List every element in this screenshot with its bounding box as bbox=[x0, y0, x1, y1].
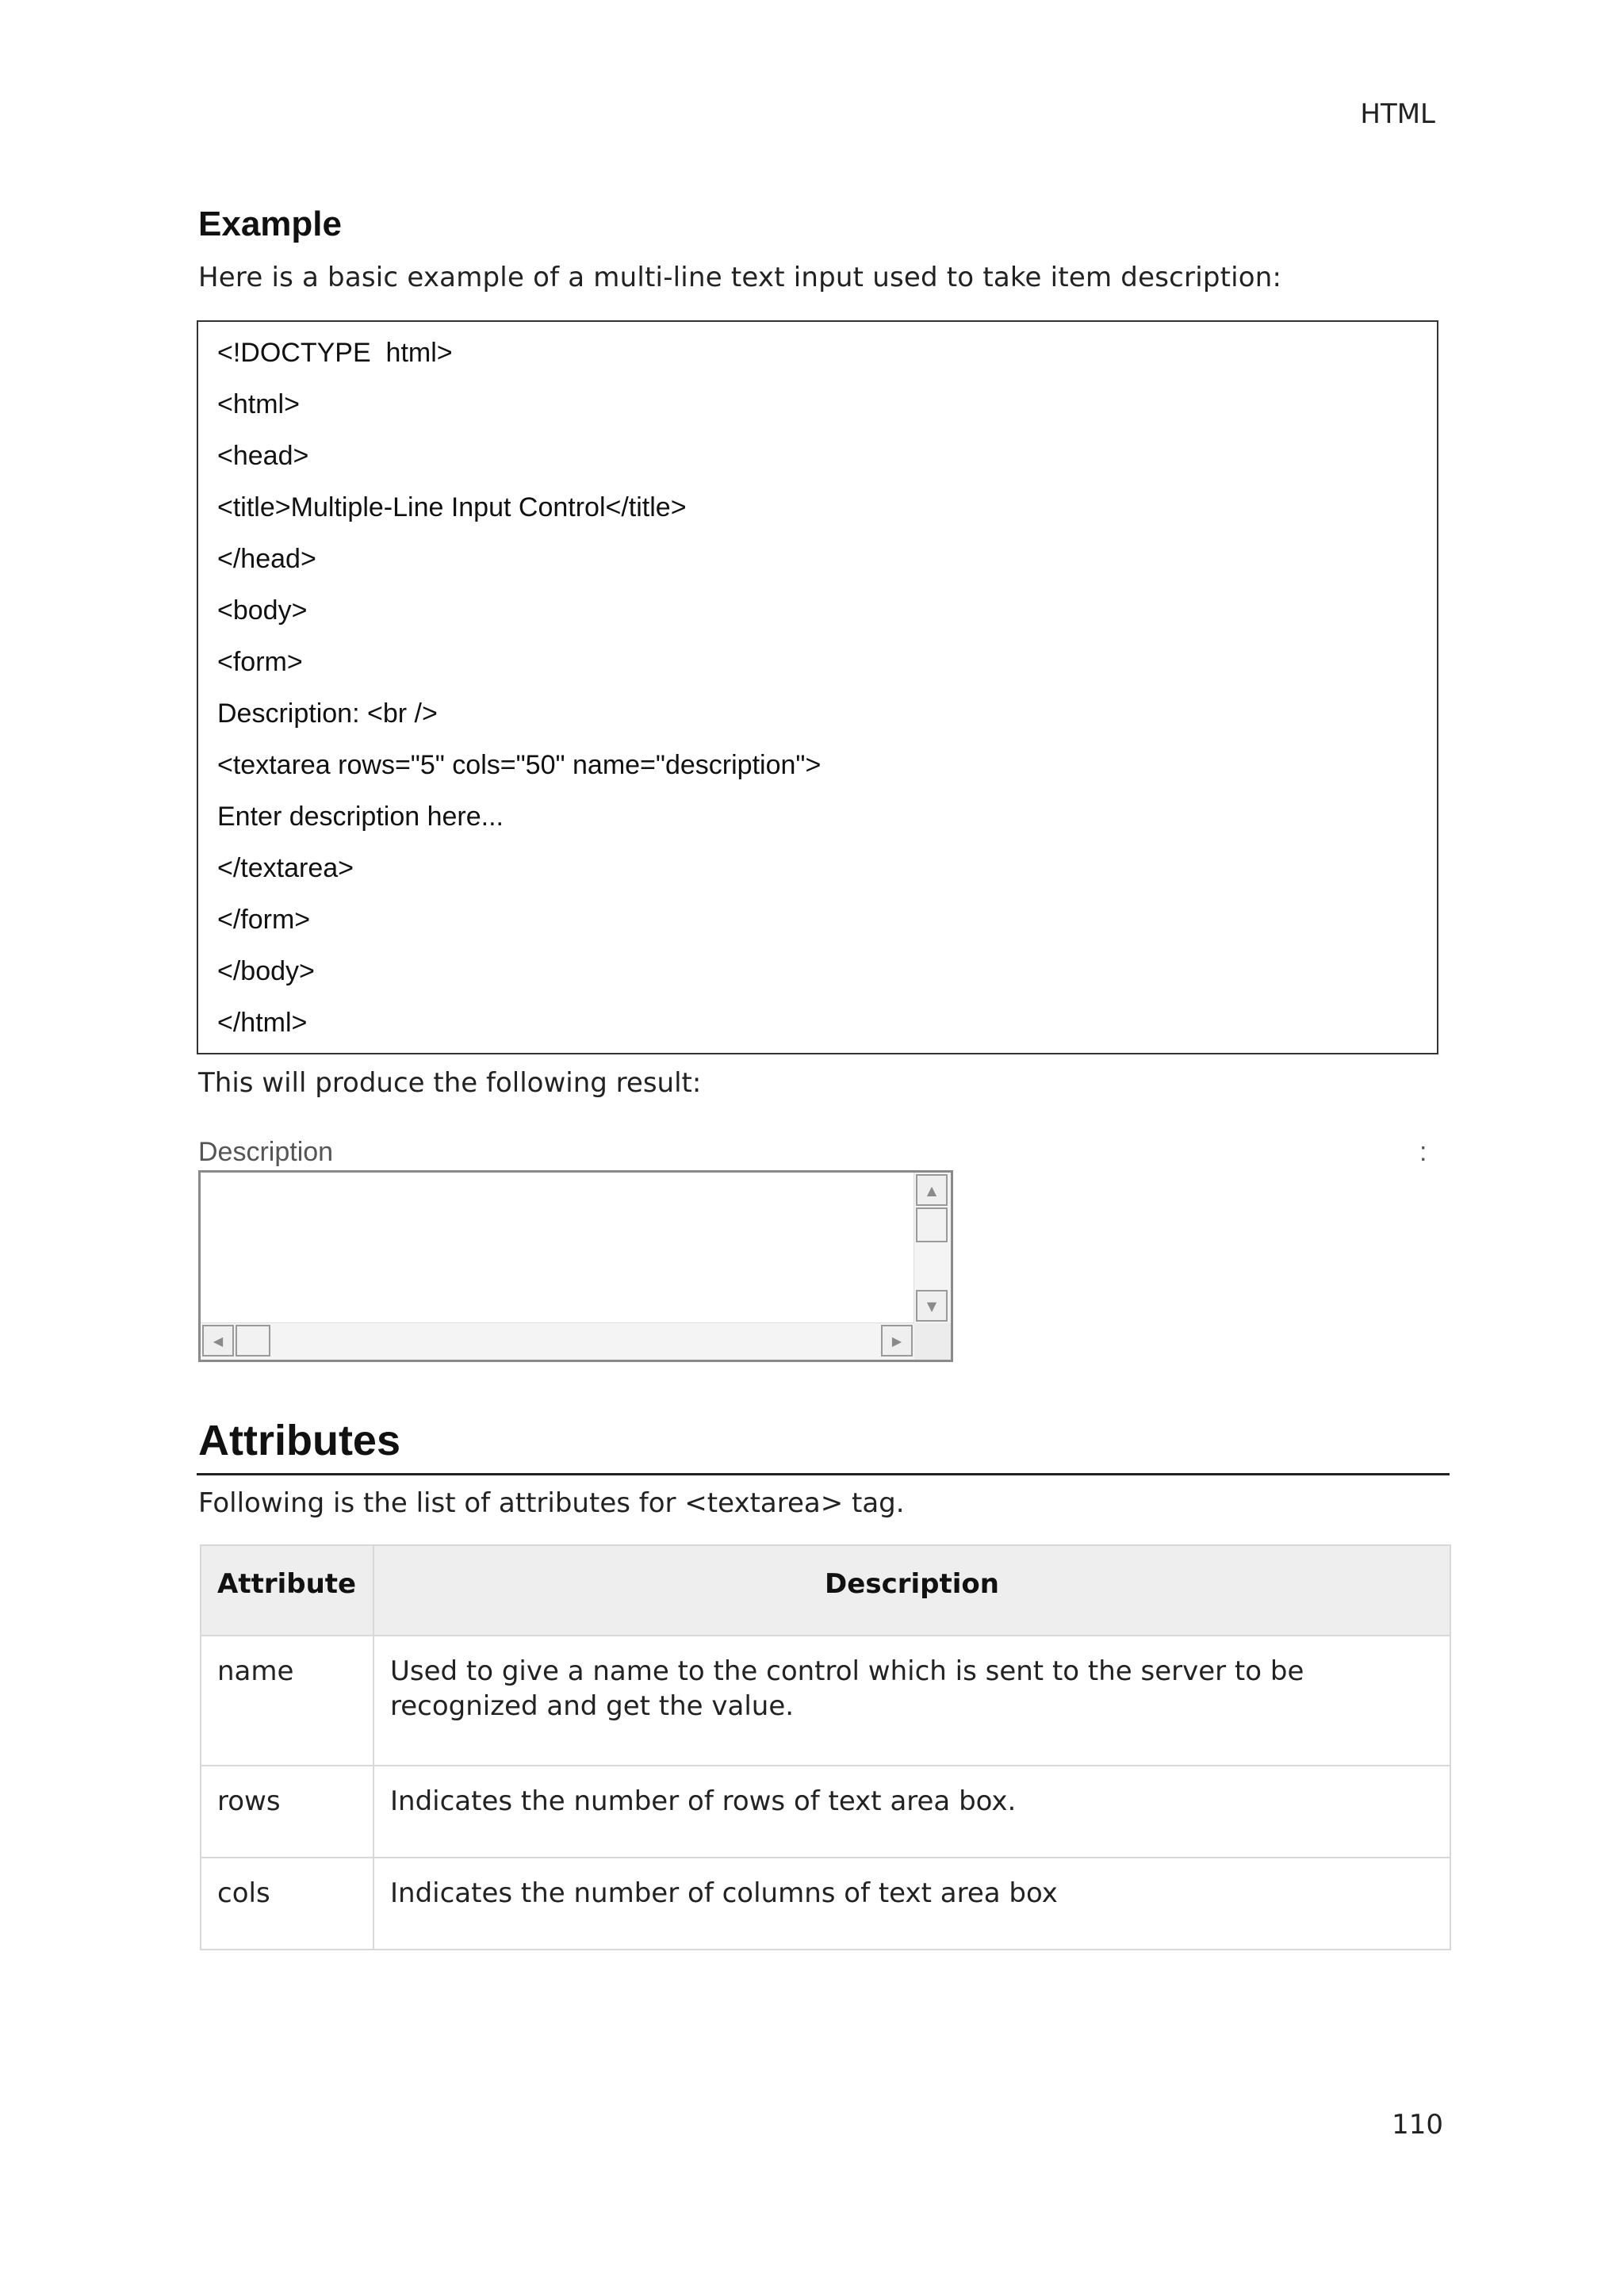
example-heading: Example bbox=[198, 205, 342, 243]
textarea-content[interactable] bbox=[202, 1174, 914, 1323]
arrow-left-icon[interactable]: ◀ bbox=[202, 1325, 234, 1357]
table-row bbox=[201, 1766, 1450, 1858]
example-intro: Here is a basic example of a multi-line text input used to take item description: bbox=[198, 262, 1282, 293]
vertical-scrollbar[interactable] bbox=[914, 1173, 951, 1323]
column-header-description: Description bbox=[373, 1545, 1450, 1636]
horizontal-scrollbar[interactable] bbox=[201, 1322, 914, 1360]
heading-rule bbox=[197, 1473, 1450, 1475]
table-row bbox=[201, 1636, 1450, 1766]
code-line: <head> bbox=[217, 441, 309, 471]
code-line: <textarea rows="5" cols="50" name="description"> bbox=[217, 750, 822, 780]
horizontal-scroll-thumb[interactable] bbox=[236, 1325, 270, 1357]
description-cell: Indicates the number of columns of text area box bbox=[373, 1858, 1450, 1950]
attributes-table bbox=[200, 1544, 1451, 1950]
code-line: </form> bbox=[217, 905, 311, 935]
code-block bbox=[197, 320, 1438, 1054]
arrow-down-icon[interactable]: ▼ bbox=[916, 1290, 948, 1322]
description-cell: Used to give a name to the control which is sent to the server to be recognized and get the value. bbox=[373, 1636, 1450, 1766]
code-line: </head> bbox=[217, 544, 316, 574]
scrollbar-corner bbox=[914, 1323, 951, 1360]
description-textarea[interactable] bbox=[198, 1170, 953, 1362]
attribute-cell: name bbox=[201, 1636, 373, 1766]
code-line: <body> bbox=[217, 595, 308, 626]
result-intro: This will produce the following result: bbox=[198, 1067, 702, 1099]
code-line: <!DOCTYPE html> bbox=[217, 338, 453, 368]
code-line: </textarea> bbox=[217, 853, 354, 883]
running-header: HTML bbox=[1360, 98, 1435, 130]
code-line: Description: <br /> bbox=[217, 698, 438, 729]
code-line: <html> bbox=[217, 389, 300, 419]
vertical-scroll-thumb[interactable] bbox=[916, 1207, 948, 1242]
attributes-intro: Following is the list of attributes for <textarea> tag. bbox=[198, 1487, 905, 1519]
attribute-cell: rows bbox=[201, 1766, 373, 1858]
column-header-attribute: Attribute bbox=[201, 1545, 373, 1636]
arrow-right-icon[interactable]: ▶ bbox=[881, 1325, 913, 1357]
code-line: <title>Multiple-Line Input Control</title> bbox=[217, 492, 687, 522]
code-line: </body> bbox=[217, 956, 315, 986]
arrow-up-icon[interactable]: ▲ bbox=[916, 1174, 948, 1206]
table-row bbox=[201, 1858, 1450, 1950]
attribute-cell: cols bbox=[201, 1858, 373, 1950]
code-line: <form> bbox=[217, 647, 303, 677]
code-line: </html> bbox=[217, 1008, 308, 1038]
description-cell: Indicates the number of rows of text area box. bbox=[373, 1766, 1450, 1858]
table-header-row bbox=[201, 1545, 1450, 1636]
page-number: 110 bbox=[1392, 2109, 1443, 2141]
code-line: Enter description here... bbox=[217, 802, 504, 832]
attributes-heading: Attributes bbox=[198, 1417, 400, 1464]
description-label: Description bbox=[198, 1137, 334, 1167]
description-colon: : bbox=[1419, 1137, 1427, 1167]
